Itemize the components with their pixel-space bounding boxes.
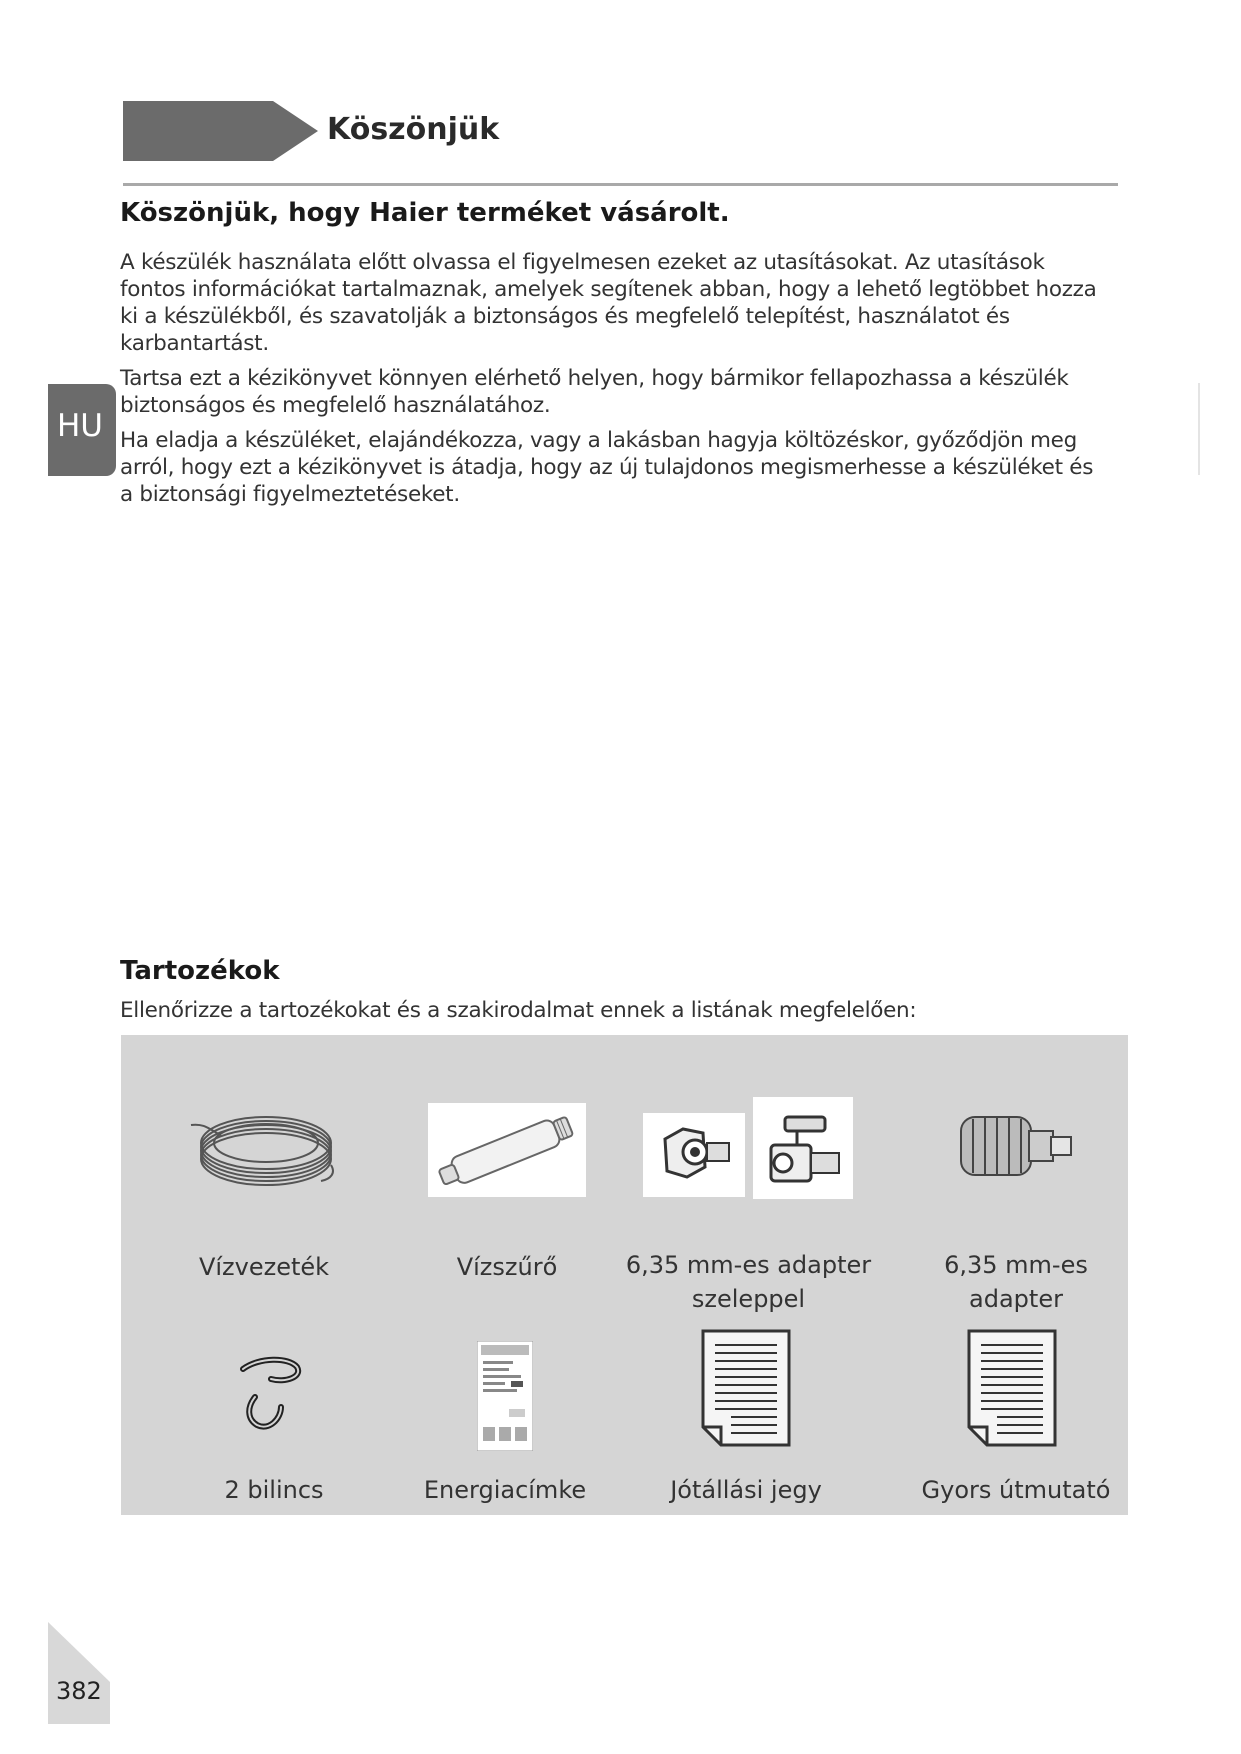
- accessory-label: Energiacímke: [423, 1476, 587, 1504]
- coiled-tube-icon: [181, 1095, 341, 1195]
- clamp-icon: [229, 1353, 311, 1439]
- accessories-intro: Ellenőrizze a tartozékokat és a szakirodalmat ennek a listának megfelelően:: [120, 998, 917, 1023]
- accessory-label: 6,35 mm-es adapter: [944, 1251, 1088, 1313]
- page-corner-shape: [48, 1622, 110, 1724]
- page-number: 382: [56, 1677, 102, 1705]
- language-code: HU: [57, 408, 104, 444]
- edge-line: [1198, 383, 1200, 475]
- header-divider: [123, 183, 1118, 186]
- adapter-valve-icon: [643, 1097, 853, 1199]
- document-icon: [701, 1329, 791, 1449]
- accessories-panel: [121, 1035, 1128, 1515]
- document-icon: [967, 1329, 1057, 1449]
- accessory-label: Vízszűrő: [456, 1253, 558, 1281]
- adapter-icon: [951, 1095, 1081, 1195]
- accessory-label: 2 bilincs: [224, 1476, 324, 1504]
- intro-paragraphs: [120, 249, 1110, 516]
- paragraph: Ha eladja a készüléket, elajándékozza, vagy a lakásban hagyja költözéskor, győződjön meg arról, hogy ezt a kézikönyvet is átadja, hogy az új tulajdonos megismerhesse a készüléket és a biztonsági figyelmeztetéseket.: [120, 428, 1094, 507]
- section-title: Köszönjük: [327, 112, 500, 147]
- accessory-label: 6,35 mm-es adapter szeleppel: [625, 1251, 872, 1313]
- accessory-label: Vízvezeték: [198, 1253, 330, 1281]
- section-header-arrow: [123, 101, 318, 161]
- accessories-heading: Tartozékok: [120, 956, 280, 986]
- accessory-label: Gyors útmutató: [921, 1476, 1111, 1504]
- language-tab: [48, 384, 116, 476]
- main-heading: Köszönjük, hogy Haier terméket vásárolt.: [120, 198, 730, 228]
- energy-label-icon: [477, 1341, 533, 1451]
- accessory-label: Jótállási jegy: [670, 1476, 822, 1504]
- water-filter-icon: [428, 1103, 586, 1197]
- paragraph: A készülék használata előtt olvassa el figyelmesen ezeket az utasításokat. Az utasítások fontos információkat tartalmaznak, amelyek segítenek abban, hogy a lehető legtöbbet hozza ki a készülékből, és szavatolják a biztonságos és megfelelő telepítést, használatot és karbantartást.: [120, 250, 1097, 356]
- paragraph: Tartsa ezt a kézikönyvet könnyen elérhető helyen, hogy bármikor fellapozhassa a készülék biztonságos és megfelelő használatához.: [120, 366, 1069, 418]
